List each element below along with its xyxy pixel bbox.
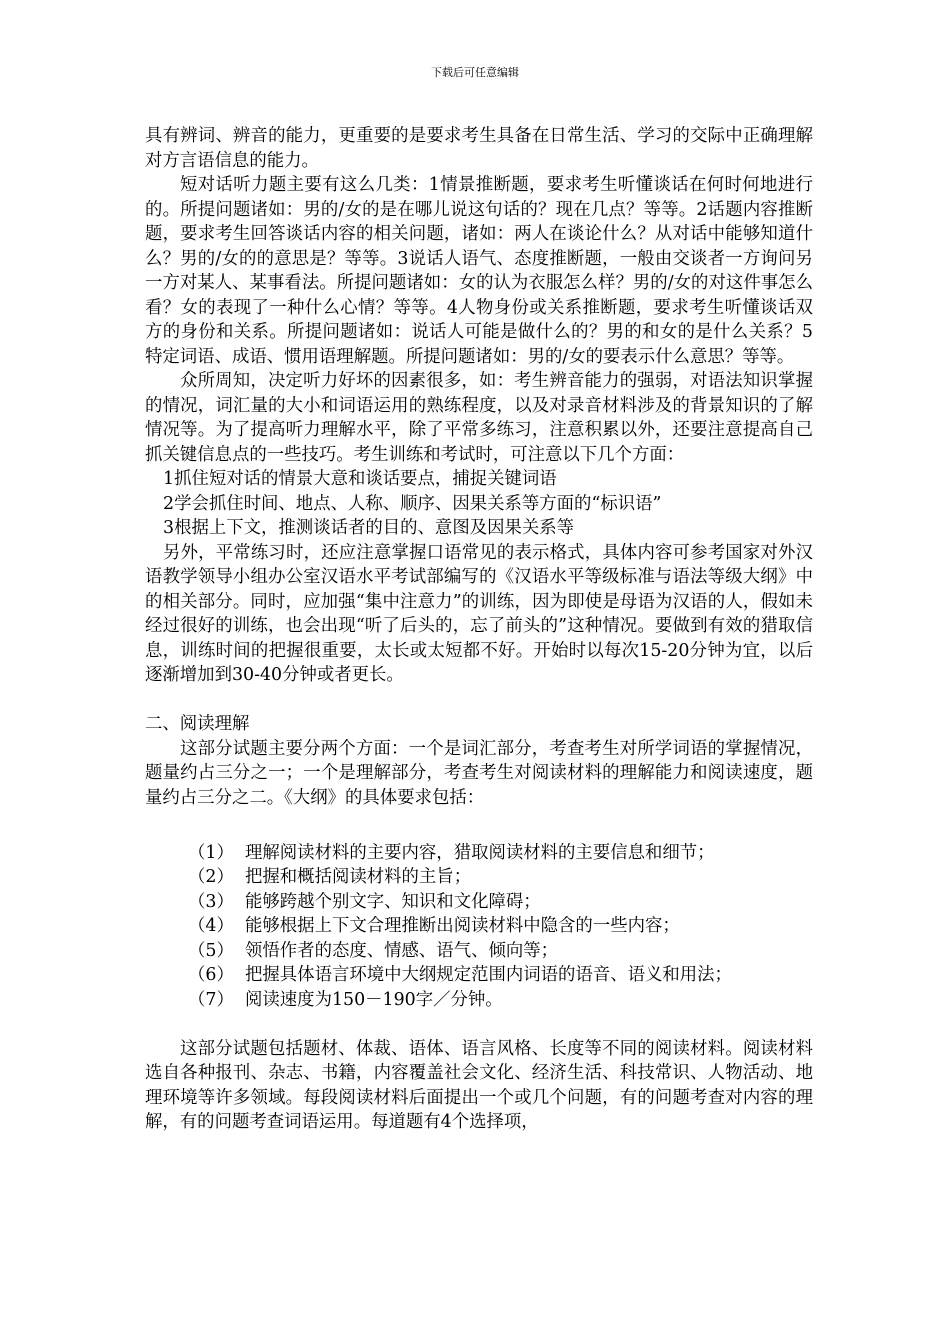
- requirements-list: [145, 841, 813, 1013]
- paragraph-listening-factors: 众所周知，决定听力好坏的因素很多，如：考生辨音能力的强弱，对语法知识掌握的情况，词汇量的大小和词语运用的熟练程度，以及对录音材料涉及的背景知识的了解情况等。为了提高听力理解水平，除了平常多练习，注意积累以外，还要注意提高自己抓关键信息点的一些技巧。考生训练和考试时，可注意以下几个方面：: [145, 371, 813, 465]
- list-item-text: 能够跨越个别文字、知识和文化障碍；: [245, 891, 541, 912]
- list-item: [145, 865, 813, 890]
- paragraph-reading-materials: 这部分试题包括题材、体裁、语体、语言风格、长度等不同的阅读材料。阅读材料选自各种报刊、杂志、书籍，内容覆盖社会文化、经济生活、科技常识、人物活动、地理环境等许多领域。每段阅读材料后面提出一个或几个问题，有的问题考查对内容的理解，有的问题考查词语运用。每道题有4个选择项，: [145, 1038, 813, 1132]
- tip-item-1: 1抓住短对话的情景大意和谈话要点，捕捉关键词语: [163, 469, 557, 489]
- list-item-number: （6）: [188, 965, 234, 985]
- tip-item-2: 2学会抓住时间、地点、人称、顺序、因果关系等方面的“标识语”: [163, 493, 662, 514]
- list-item-number: （7）: [188, 989, 234, 1010]
- list-item: [145, 963, 813, 988]
- paragraph-reading-overview: 这部分试题主要分两个方面：一个是词汇部分，考查考生对所学词语的掌握情况，题量约占三分之一；一个是理解部分，考查考生对阅读材料的理解能力和阅读速度，题量约占三分之二。《大纲》的具体要求包括：: [145, 738, 813, 808]
- list-item: [145, 988, 813, 1013]
- paragraph-short-dialogue-types: 短对话听力题主要有这么几类：1情景推断题，要求考生听懂谈话在何时何地进行的。所提问题诸如：男的/女的是在哪儿说这句话的？现在几点？等等。2话题内容推断题，要求考生回答谈话内容的相关问题，诸如：两人在谈论什么？从对话中能够知道什么？男的/女的的意思是？等等。3说话人语气、态度推断题，一般由交谈者一方询问另一方对某人、某事看法。所提问题诸如：女的认为衣服怎么样？男的/女的对这件事怎么看？女的表现了一种什么心情？等等。4人物身份或关系推断题，要求考生听懂谈话双方的身份和关系。所提问题诸如：说话人可能是做什么的？男的和女的是什么关系？5特定词语、成语、惯用语理解题。所提问题诸如：男的/女的要表示什么意思？等等。: [145, 175, 813, 367]
- list-item: [145, 914, 813, 939]
- list-item-text: 把握和概括阅读材料的主旨；: [245, 867, 472, 887]
- paragraph-practice-advice: 另外，平常练习时，还应注意掌握口语常见的表示格式，具体内容可参考国家对外汉语教学领导小组办公室汉语水平考试部编写的《汉语水平等级标准与语法等级大纲》中的相关部分。同时，应加强“集中注意力”的训练，因为即使是母语为汉语的人，假如未经过很好的训练，也会出现“听了后头的，忘了前头的”这种情况。要做到有效的猎取信息，训练时间的把握很重要，太长或太短都不好。开始时以每次15-20分钟为宜，以后逐渐增加到30-40分钟或者更长。: [145, 542, 813, 685]
- list-item-number: （5）: [188, 940, 234, 961]
- list-item: [145, 939, 813, 964]
- document-body: [145, 124, 813, 1135]
- section-title-reading: 二、阅读理解: [145, 714, 250, 734]
- spacer: [145, 688, 813, 713]
- list-item-number: （2）: [188, 867, 234, 887]
- list-item-number: （4）: [188, 916, 234, 936]
- list-item-number: （1）: [188, 842, 234, 863]
- spacer: [145, 1012, 813, 1037]
- list-item-text: 理解阅读材料的主要内容，猎取阅读材料的主要信息和细节；: [245, 842, 715, 863]
- list-item-text: 把握具体语言环境中大纲规定范围内词语的语音、语义和用法；: [245, 965, 732, 985]
- list-item-text: 阅读速度为150－190字／分钟。: [245, 989, 503, 1010]
- list-item-text: 能够根据上下文合理推断出阅读材料中隐含的一些内容；: [245, 916, 680, 936]
- paragraph-listening-ability: 具有辨词、辨音的能力，更重要的是要求考生具备在日常生活、学习的交际中正确理解对方言语信息的能力。: [145, 126, 813, 171]
- list-item-text: 领悟作者的态度、情感、语气、倾向等；: [245, 940, 559, 961]
- list-item: [145, 841, 813, 866]
- spacer: [145, 810, 813, 835]
- list-item-number: （3）: [188, 891, 234, 912]
- tip-item-3: 3根据上下文，推测谈话者的目的、意图及因果关系等: [163, 518, 575, 538]
- list-item: [145, 890, 813, 915]
- page-header: 下载后可任意编辑: [431, 66, 519, 79]
